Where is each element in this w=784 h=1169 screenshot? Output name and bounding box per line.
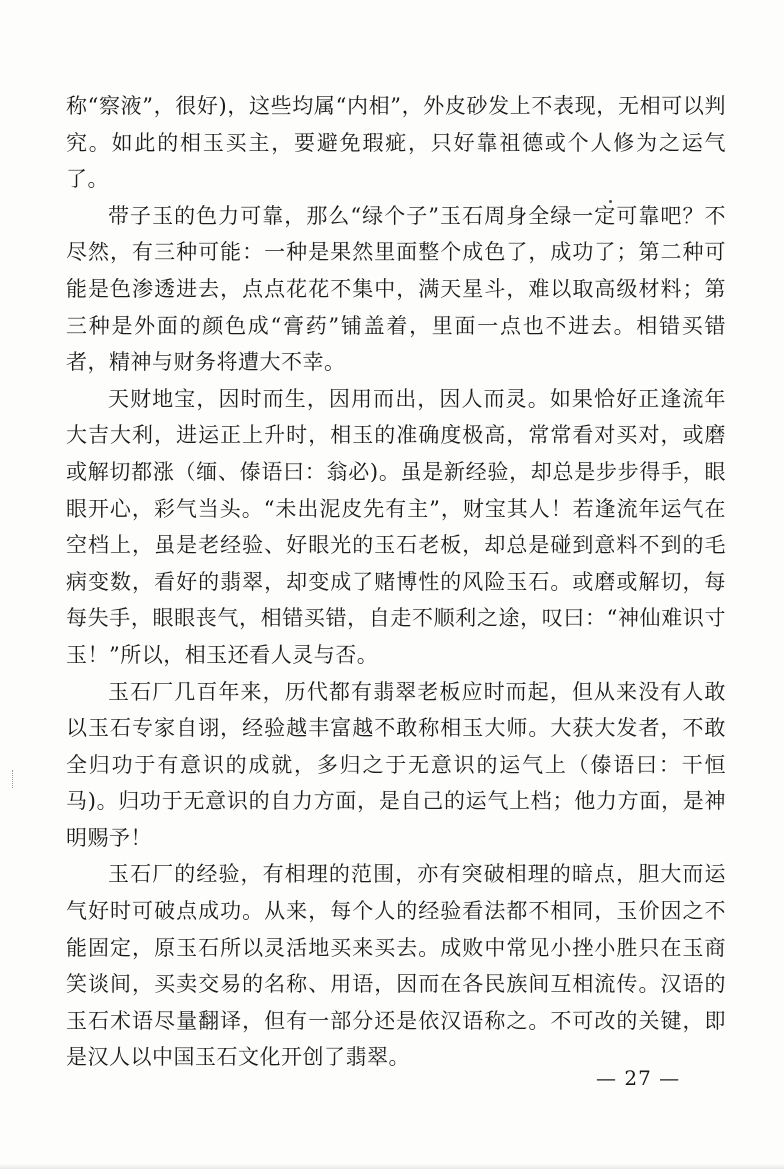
body-text — [66, 88, 726, 1076]
scan-edge-mark — [12, 770, 15, 788]
scan-bottom-edge — [0, 1163, 784, 1169]
paragraph-fortune: 天财地宝，因时而生，因用而出，因人而灵。如果恰好正逢流年大吉大利，进运正上升时，相玉的准确度极高，常常看对买对，或磨或解切都涨（缅、傣语曰：翁必)。虽是新经验，却总是步步得手，眼眼开心，彩气当头。“未出泥皮先有主”，财宝其人！若逢流年运气在空档上，虽是老经验、好眼光的玉石老板，却总是碰到意料不到的毛病变数，看好的翡翠，却变成了赌博性的风险玉石。或磨或解切，每每失手，眼眼丧气，相错买错，自走不顺利之途，叹曰：“神仙难识寸玉！”所以，相玉还看人灵与否。 — [66, 386, 726, 667]
paragraph-jade-factory: 玉石厂几百年来，历代都有翡翠老板应时而起，但从来没有人敢以玉石专家自诩，经验越丰富越不敢称相玉大师。大获大发者，不敢全归功于有意识的成就，多归之于无意识的运气上（傣语曰：干恒马)。归功于无意识的自力方面，是自己的运气上档；他力方面，是神明赐予！ — [66, 679, 726, 850]
paragraph-experience: 玉石厂的经验，有相理的范围，亦有突破相理的暗点，胆大而运气好时可破点成功。从来，每个人的经验看法都不相同，玉价因之不能固定，原玉石所以灵活地买来买去。成败中常见小挫小胜只在玉商笑谈间，买卖交易的名称、用语，因而在各民族间互相流传。汉语的玉石术语尽量翻译，但有一部分还是依汉语称之。不可改的关键，即是汉人以中国玉石文化开创了翡翠。 — [66, 862, 726, 1070]
paragraph-continued: 称“察液”，很好)，这些均属“内相”，外皮砂发上不表现，无相可以判究。如此的相玉买主，要避免瑕疵，只好靠祖德或个人修为之运气了。 — [66, 94, 726, 192]
paragraph-green-jade: 带子玉的色力可靠，那么“绿个子”玉石周身全绿一定可靠吧？不尽然，有三种可能：一种是果然里面整个成色了，成功了；第二种可能是色渗透进去，点点花花不集中，满天星斗，难以取高级材料；第三种是外面的颜色成“膏药”铺盖着，里面一点也不进去。相错买错者，精神与财务将遭大不幸。 — [66, 203, 726, 375]
ink-speck — [609, 200, 612, 203]
page-number: — 27 — — [596, 1066, 681, 1090]
